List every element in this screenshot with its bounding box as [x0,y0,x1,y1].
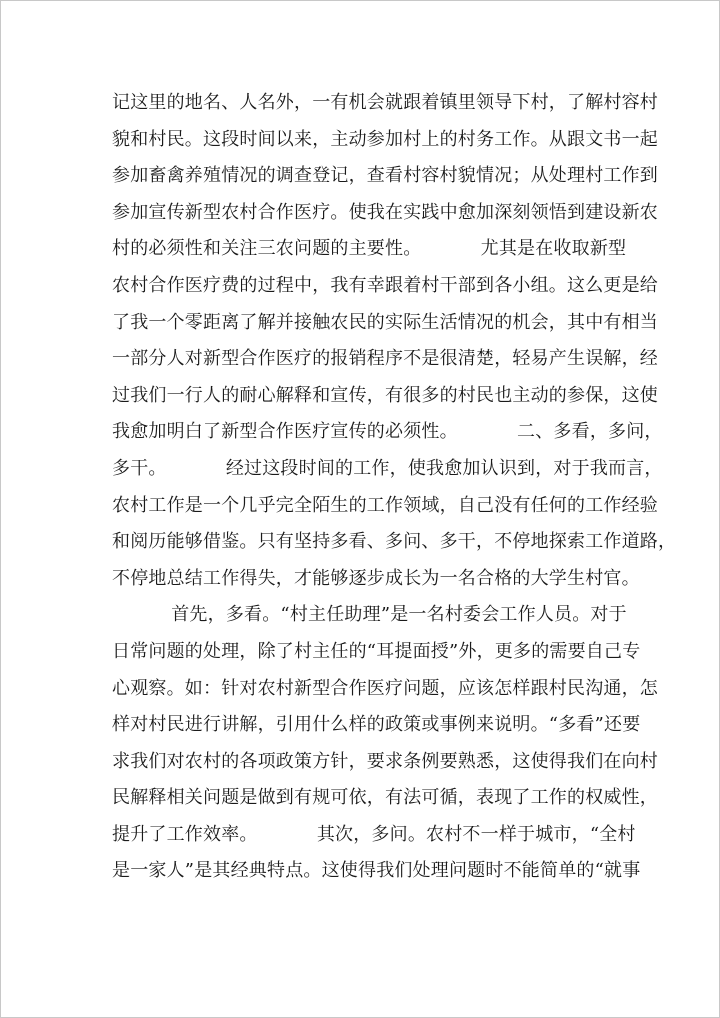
text-line: 了我一个零距离了解并接触农民的实际生活情况的机会，其中有相当 [112,311,658,333]
text-line: 日常问题的处理，除了村主任的“耳提面授”外，更多的需要自己专 [112,640,641,662]
text-line: 首先，多看。“村主任助理”是一名村委会工作人员。对于 [112,604,627,626]
text-line: 农村合作医疗费的过程中，我有幸跟着村干部到各小组。这么更是给 [112,274,658,296]
document-body [112,85,677,890]
text-line: 我愈加明白了新型合作医疗宣传的必须性。 二、多看，多问， [112,421,663,443]
text-line: 过我们一行人的耐心解释和宣传，有很多的村民也主动的参保，这使 [112,384,658,406]
text-line: 多干。 经过这段时间的工作，使我愈加认识到，对于我而言， [112,457,663,479]
text-line: 提升了工作效率。 其次，多问。农村不一样于城市，“全村 [112,823,636,845]
text-line: 求我们对农村的各项政策方针，要求条例要熟悉，这使得我们在向村 [112,750,658,772]
text-line: 农村工作是一个几乎完全陌生的工作领域，自己没有任何的工作经验 [112,494,658,516]
text-line: 貌和村民。这段时间以来，主动参加村上的村务工作。从跟文书一起 [112,128,658,150]
text-line: 村的必须性和关注三农问题的主要性。 尤其是在收取新型 [112,238,627,260]
text-line: 参加宣传新型农村合作医疗。使我在实践中愈加深刻领悟到建设新农 [112,201,658,223]
text-line: 不停地总结工作得失，才能够逐步成长为一名合格的大学生村官。 [112,567,640,589]
text-line: 民解释相关问题是做到有规可依，有法可循，表现了工作的权威性， [112,787,658,809]
text-line: 心观察。如：针对农村新型合作医疗问题，应该怎样跟村民沟通，怎 [112,677,658,699]
text-line: 样对村民进行讲解，引用什么样的政策或事例来说明。“多看”还要 [112,714,641,736]
text-line: 一部分人对新型合作医疗的报销程序不是很清楚，轻易产生误解，经 [112,348,658,370]
text-line: 参加畜禽养殖情况的调查登记，查看村容村貌情况；从处理村工作到 [112,165,658,187]
text-line: 记这里的地名、人名外，一有机会就跟着镇里领导下村，了解村容村 [112,92,658,113]
text-line: 是一家人”是其经典特点。这使得我们处理问题时不能简单的“就事 [112,860,641,882]
text-line: 和阅历能够借鉴。只有坚持多看、多问、多干，不停地探索工作道路， [112,531,677,553]
